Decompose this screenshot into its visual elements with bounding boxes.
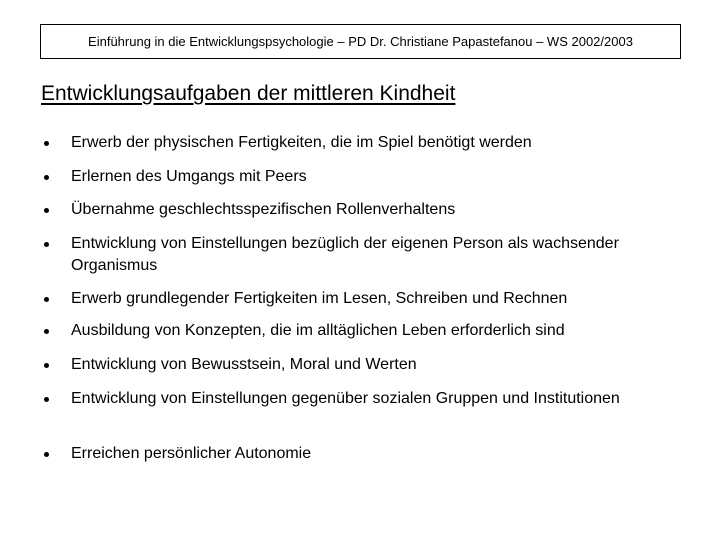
header-box (40, 24, 681, 59)
list-item-text: Entwicklung von Einstellungen gegenüber sozialen Gruppen und Institutionen (71, 390, 620, 407)
list-item (40, 443, 680, 465)
list-item (40, 388, 680, 410)
list-item-text: Erwerb grundlegender Fertigkeiten im Lesen, Schreiben und Rechnen (71, 290, 568, 307)
bullet-icon (44, 397, 49, 402)
list-item-text: Erreichen persönlicher Autonomie (71, 445, 312, 462)
bullet-icon (44, 175, 49, 180)
bullet-icon (44, 242, 49, 247)
list-item-text: Erwerb der physischen Fertigkeiten, die im Spiel benötigt werden (71, 134, 532, 151)
list-item (40, 199, 680, 221)
bullet-icon (44, 141, 49, 146)
list-item (40, 233, 680, 277)
list-item (40, 354, 680, 376)
bullet-icon (44, 329, 49, 334)
bullet-icon (44, 208, 49, 213)
list-item (40, 166, 680, 188)
bullet-icon (44, 363, 49, 368)
page-title: Entwicklungsaufgaben der mittleren Kindheit (41, 82, 456, 105)
list-item (40, 288, 680, 310)
list-item-text: Entwicklung von Einstellungen bezüglich der eigenen Person als wachsender Organismus (71, 235, 619, 274)
bullet-icon (44, 297, 49, 302)
header-text: Einführung in die Entwicklungspsychologie – PD Dr. Christiane Papastefanou – WS 2002/2003 (88, 34, 633, 49)
list-item-text: Ausbildung von Konzepten, die im alltäglichen Leben erforderlich sind (71, 322, 565, 339)
list-item-text: Entwicklung von Bewusstsein, Moral und Werten (71, 356, 417, 373)
bullet-icon (44, 452, 49, 457)
list-item (40, 132, 680, 154)
list-item-text: Erlernen des Umgangs mit Peers (71, 168, 307, 185)
list-item-text: Übernahme geschlechtsspezifischen Rollenverhaltens (71, 201, 456, 218)
list-item (40, 320, 680, 342)
